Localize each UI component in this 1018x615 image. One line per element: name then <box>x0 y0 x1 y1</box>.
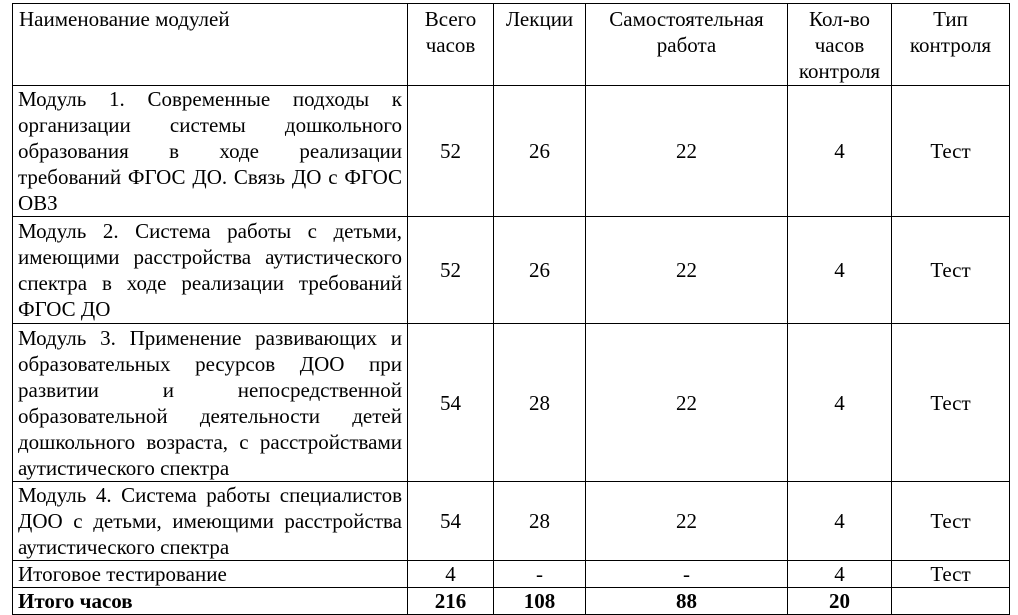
table-row <box>13 217 1010 324</box>
self-study-cell: 22 <box>586 217 788 324</box>
control-hours-cell: 4 <box>788 324 892 482</box>
total-hours-cell: 52 <box>408 217 494 324</box>
module-name: Модуль 1. Современные подходы к организации системы дошкольного образования в ходе реализации требований ФГОС ДО. Связь ДО с ФГОС ОВЗ <box>13 86 408 217</box>
control-type-cell: Тест <box>892 324 1010 482</box>
total-hours-cell: 52 <box>408 86 494 217</box>
header-name: Наименование модулей <box>13 4 408 86</box>
control-type-cell: Тест <box>892 86 1010 217</box>
lectures-cell: - <box>494 561 586 588</box>
control-hours-cell: 4 <box>788 482 892 561</box>
control-type-cell: Тест <box>892 217 1010 324</box>
self-study-cell: - <box>586 561 788 588</box>
header-self-study: Самостоятельная работа <box>586 4 788 86</box>
total-hours-cell: 4 <box>408 561 494 588</box>
control-type-sum <box>892 588 1010 615</box>
lectures-cell: 26 <box>494 86 586 217</box>
header-total-hours: Всего часов <box>408 4 494 86</box>
total-hours-cell: 54 <box>408 324 494 482</box>
curriculum-table <box>12 3 1010 615</box>
total-row <box>13 588 1010 615</box>
module-name: Модуль 3. Применение развивающих и образовательных ресурсов ДОО при развитии и непосредственной образовательной деятельности детей дошкольного возраста, с расстройствами аутистического спектра <box>13 324 408 482</box>
header-lectures: Лекции <box>494 4 586 86</box>
header-row <box>13 4 1010 86</box>
control-type-cell: Тест <box>892 482 1010 561</box>
lectures-sum: 108 <box>494 588 586 615</box>
header-control-type: Тип контроля <box>892 4 1010 86</box>
control-hours-sum: 20 <box>788 588 892 615</box>
control-hours-cell: 4 <box>788 217 892 324</box>
total-hours-sum: 216 <box>408 588 494 615</box>
module-name: Итоговое тестирование <box>13 561 408 588</box>
table-row <box>13 86 1010 217</box>
self-study-cell: 22 <box>586 86 788 217</box>
lectures-cell: 28 <box>494 324 586 482</box>
self-study-cell: 22 <box>586 482 788 561</box>
total-label: Итого часов <box>13 588 408 615</box>
module-name: Модуль 4. Система работы специалистов ДОО с детьми, имеющими расстройства аутистического спектра <box>13 482 408 561</box>
self-study-sum: 88 <box>586 588 788 615</box>
table-row <box>13 561 1010 588</box>
module-name: Модуль 2. Система работы с детьми, имеющими расстройства аутистического спектра в ходе реализации требований ФГОС ДО <box>13 217 408 324</box>
table-row <box>13 482 1010 561</box>
control-hours-cell: 4 <box>788 86 892 217</box>
total-hours-cell: 54 <box>408 482 494 561</box>
lectures-cell: 28 <box>494 482 586 561</box>
control-hours-cell: 4 <box>788 561 892 588</box>
lectures-cell: 26 <box>494 217 586 324</box>
self-study-cell: 22 <box>586 324 788 482</box>
table-row <box>13 324 1010 482</box>
control-type-cell: Тест <box>892 561 1010 588</box>
header-control-hours: Кол-во часов контроля <box>788 4 892 86</box>
